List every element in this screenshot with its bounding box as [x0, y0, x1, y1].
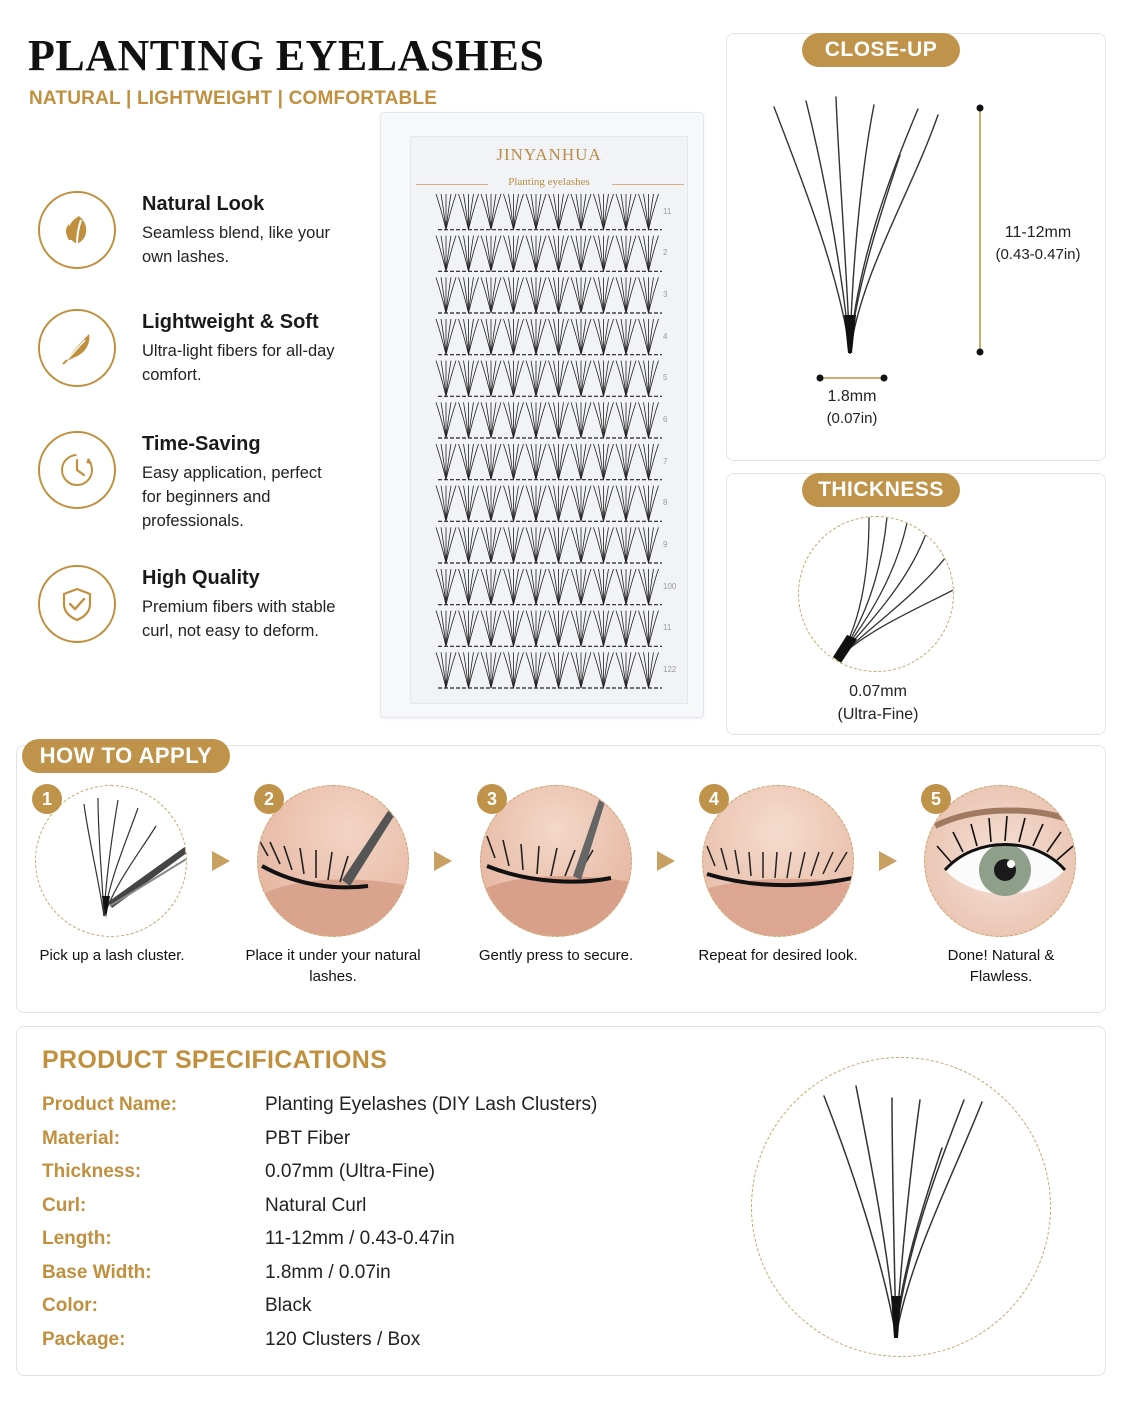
lash-cluster	[504, 569, 524, 605]
lash-cluster	[639, 486, 659, 522]
lash-cluster	[436, 652, 456, 688]
lash-cluster	[481, 319, 501, 355]
clock-icon	[38, 431, 116, 509]
lash-cluster	[481, 652, 501, 688]
lash-cluster	[459, 236, 479, 272]
lash-cluster	[481, 486, 501, 522]
spec-value: PBT Fiber	[265, 1127, 351, 1149]
feature-desc: Premium fibers with stable curl, not easy to deform.	[142, 598, 336, 640]
lash-cluster	[571, 319, 591, 355]
lash-cluster	[526, 569, 546, 605]
lash-cluster	[616, 319, 636, 355]
spec-row	[42, 1161, 682, 1191]
lash-cluster	[549, 361, 569, 397]
lash-cluster	[639, 611, 659, 647]
lash-cluster	[616, 277, 636, 313]
spec-value: Planting Eyelashes (DIY Lash Clusters)	[265, 1094, 598, 1115]
lash-cluster	[571, 236, 591, 272]
lash-cluster	[526, 652, 546, 688]
lash-cluster	[526, 361, 546, 397]
closeup-badge: CLOSE-UP	[802, 33, 960, 67]
spec-row	[42, 1295, 682, 1325]
spec-value: 11-12mm / 0.43-0.47in	[265, 1228, 455, 1249]
lash-cluster	[616, 486, 636, 522]
lash-cluster	[594, 402, 614, 438]
how-to-apply-badge: HOW TO APPLY	[22, 739, 230, 773]
lash-cluster	[436, 236, 456, 272]
tray-row-label: 3	[663, 289, 668, 299]
lash-cluster	[459, 277, 479, 313]
spec-value: 1.8mm / 0.07in	[265, 1261, 391, 1283]
lash-cluster	[459, 361, 479, 397]
arrow-right-icon	[434, 851, 452, 871]
lash-cluster	[526, 486, 546, 522]
lash-cluster	[549, 277, 569, 313]
leaf-icon	[38, 191, 116, 269]
lash-cluster	[526, 402, 546, 438]
lash-cluster	[594, 569, 614, 605]
lash-cluster	[639, 361, 659, 397]
lash-cluster	[436, 361, 456, 397]
lash-cluster	[571, 361, 591, 397]
lash-cluster	[571, 527, 591, 563]
spec-label: Base Width:	[42, 1261, 152, 1283]
spec-row	[42, 1094, 682, 1124]
lash-cluster	[594, 319, 614, 355]
arrow-right-icon	[657, 851, 675, 871]
lash-cluster	[571, 486, 591, 522]
brand-subtitle: Planting eyelashes	[508, 176, 590, 188]
lash-cluster	[504, 194, 524, 230]
lash-cluster	[526, 611, 546, 647]
feature-natural-look	[38, 191, 358, 301]
lash-cluster	[549, 194, 569, 230]
lash-cluster	[549, 402, 569, 438]
lash-cluster	[459, 652, 479, 688]
width-mm-label: 1.8mm	[827, 388, 877, 405]
lash-cluster	[436, 444, 456, 480]
lash-cluster	[504, 611, 524, 647]
lash-cluster	[616, 611, 636, 647]
feature-title: High Quality	[142, 567, 260, 589]
step-5-caption: Done! Natural & Flawless.	[947, 947, 1055, 985]
lash-cluster	[549, 611, 569, 647]
lash-cluster	[549, 444, 569, 480]
feature-title: Lightweight & Soft	[142, 311, 319, 333]
step-1-caption: Pick up a lash cluster.	[39, 947, 185, 964]
lash-cluster	[594, 361, 614, 397]
lash-cluster	[504, 444, 524, 480]
lash-cluster	[459, 194, 479, 230]
specifications-title: PRODUCT SPECIFICATIONS	[42, 1046, 388, 1074]
lash-cluster	[481, 444, 501, 480]
lash-cluster	[504, 402, 524, 438]
tray-row-label: 4	[663, 331, 668, 341]
lash-cluster	[504, 361, 524, 397]
spec-row	[42, 1262, 682, 1292]
spec-lash-circle	[751, 1057, 1051, 1357]
lash-cluster	[436, 402, 456, 438]
feature-desc: Easy application, perfect for beginners and professionals.	[142, 464, 322, 530]
lash-cluster	[571, 402, 591, 438]
lash-cluster	[594, 444, 614, 480]
lash-cluster-grid	[430, 192, 670, 692]
lash-cluster	[616, 569, 636, 605]
lash-cluster	[526, 236, 546, 272]
lash-cluster	[436, 194, 456, 230]
lash-cluster	[639, 569, 659, 605]
lash-cluster	[436, 569, 456, 605]
lash-cluster	[549, 527, 569, 563]
lash-cluster	[571, 194, 591, 230]
thickness-circle	[798, 516, 954, 672]
lash-cluster	[549, 236, 569, 272]
lash-cluster	[436, 319, 456, 355]
lash-cluster	[594, 527, 614, 563]
lash-cluster	[594, 652, 614, 688]
lash-cluster	[594, 277, 614, 313]
lash-cluster	[459, 569, 479, 605]
lash-cluster	[459, 611, 479, 647]
lash-cluster	[616, 652, 636, 688]
lash-cluster	[526, 444, 546, 480]
length-mm-label: 11-12mm	[1004, 224, 1072, 241]
lash-cluster	[594, 236, 614, 272]
length-in-label: (0.43-0.47in)	[995, 246, 1081, 263]
lash-cluster	[436, 486, 456, 522]
lash-cluster	[616, 527, 636, 563]
step-3-number: 3	[477, 784, 507, 814]
lash-cluster	[639, 277, 659, 313]
width-dimension-line	[814, 370, 890, 386]
lash-cluster	[639, 444, 659, 480]
lash-cluster	[571, 444, 591, 480]
tray-row-label: 11	[663, 623, 672, 633]
lash-cluster	[639, 652, 659, 688]
lash-cluster	[481, 194, 501, 230]
arrow-right-icon	[212, 851, 230, 871]
lash-cluster	[549, 652, 569, 688]
tray-row-label: 8	[663, 498, 668, 508]
spec-label: Curl:	[42, 1194, 87, 1216]
lash-cluster	[616, 444, 636, 480]
lash-cluster	[504, 527, 524, 563]
width-in-label: (0.07in)	[826, 410, 878, 427]
tray-row-label: 7	[663, 456, 668, 466]
lash-cluster	[481, 527, 501, 563]
feather-icon	[38, 309, 116, 387]
lash-cluster	[481, 402, 501, 438]
lash-cluster	[571, 569, 591, 605]
lash-cluster	[616, 402, 636, 438]
lash-cluster	[526, 194, 546, 230]
lash-cluster	[639, 194, 659, 230]
lash-cluster	[616, 236, 636, 272]
lash-cluster	[616, 361, 636, 397]
lash-cluster	[436, 277, 456, 313]
step-1-number: 1	[32, 784, 62, 814]
lash-cluster	[459, 444, 479, 480]
lash-cluster	[639, 527, 659, 563]
feature-title: Time-Saving	[142, 433, 261, 455]
spec-row	[42, 1195, 682, 1225]
thickness-badge: THICKNESS	[802, 473, 960, 507]
step-4-number: 4	[699, 784, 729, 814]
spec-value: 0.07mm (Ultra-Fine)	[265, 1161, 435, 1182]
lash-cluster	[594, 611, 614, 647]
lash-cluster	[459, 319, 479, 355]
tray-row-label: 122	[663, 664, 677, 674]
lash-cluster	[481, 236, 501, 272]
feature-desc: Ultra-light fibers for all-day comfort.	[142, 342, 335, 384]
tray-row-label: 100	[663, 581, 677, 591]
step-3-caption: Gently press to secure.	[478, 947, 634, 964]
step-5-number: 5	[921, 784, 951, 814]
spec-value: Black	[265, 1295, 312, 1316]
tray-row-label: 11	[663, 206, 672, 216]
spec-row	[42, 1228, 682, 1258]
lash-cluster	[459, 402, 479, 438]
lash-cluster	[549, 569, 569, 605]
lash-cluster	[504, 486, 524, 522]
lash-cluster	[504, 277, 524, 313]
spec-value: Natural Curl	[265, 1194, 367, 1216]
lash-closeup-illustration	[760, 95, 960, 365]
spec-label: Color:	[42, 1295, 98, 1316]
arrow-right-icon	[879, 851, 897, 871]
spec-row	[42, 1329, 682, 1359]
step-4-caption: Repeat for desired look.	[698, 947, 858, 964]
lash-cluster	[594, 194, 614, 230]
feature-desc: Seamless blend, like your own lashes.	[142, 224, 331, 266]
lash-cluster	[504, 236, 524, 272]
lash-cluster	[526, 319, 546, 355]
feature-title: Natural Look	[142, 193, 265, 215]
lash-cluster	[616, 194, 636, 230]
lash-cluster	[481, 569, 501, 605]
thickness-note: (Ultra-Fine)	[837, 706, 919, 723]
step-2-caption: Place it under your natural lashes.	[245, 947, 421, 985]
spec-value: 120 Clusters / Box	[265, 1328, 421, 1350]
feature-lightweight	[38, 309, 358, 419]
feature-high-quality	[38, 565, 358, 675]
lash-cluster	[639, 236, 659, 272]
lash-cluster	[549, 486, 569, 522]
lash-cluster	[504, 319, 524, 355]
shield-check-icon	[38, 565, 116, 643]
lash-cluster	[436, 527, 456, 563]
spec-row	[42, 1128, 682, 1158]
lash-cluster	[571, 277, 591, 313]
lash-cluster	[459, 527, 479, 563]
lash-cluster	[571, 611, 591, 647]
lash-cluster	[594, 486, 614, 522]
lash-cluster	[481, 277, 501, 313]
page-subtitle: NATURAL | LIGHTWEIGHT | COMFORTABLE	[29, 88, 438, 109]
feature-time-saving	[38, 431, 358, 541]
lash-cluster	[571, 652, 591, 688]
page-title: PLANTING EYELASHES	[28, 31, 545, 80]
spec-label: Material:	[42, 1127, 121, 1149]
spec-label: Package:	[42, 1328, 126, 1350]
brand-name: JINYANHUA	[496, 145, 602, 164]
tray-row-label: 2	[663, 248, 668, 258]
lash-cluster	[526, 527, 546, 563]
lash-cluster	[639, 402, 659, 438]
tray-row-label: 5	[663, 373, 668, 383]
lash-cluster	[481, 361, 501, 397]
lash-cluster	[459, 486, 479, 522]
lash-cluster	[549, 319, 569, 355]
lash-cluster	[504, 652, 524, 688]
tray-row-label: 9	[663, 539, 668, 549]
spec-label: Product Name:	[42, 1094, 178, 1115]
lash-cluster	[526, 277, 546, 313]
thickness-value: 0.07mm	[849, 683, 907, 700]
tray-row-label: 6	[663, 414, 668, 424]
lash-cluster	[481, 611, 501, 647]
spec-label: Length:	[42, 1228, 112, 1249]
spec-label: Thickness:	[42, 1161, 142, 1182]
lash-cluster	[436, 611, 456, 647]
lash-cluster	[639, 319, 659, 355]
step-2-number: 2	[254, 784, 284, 814]
